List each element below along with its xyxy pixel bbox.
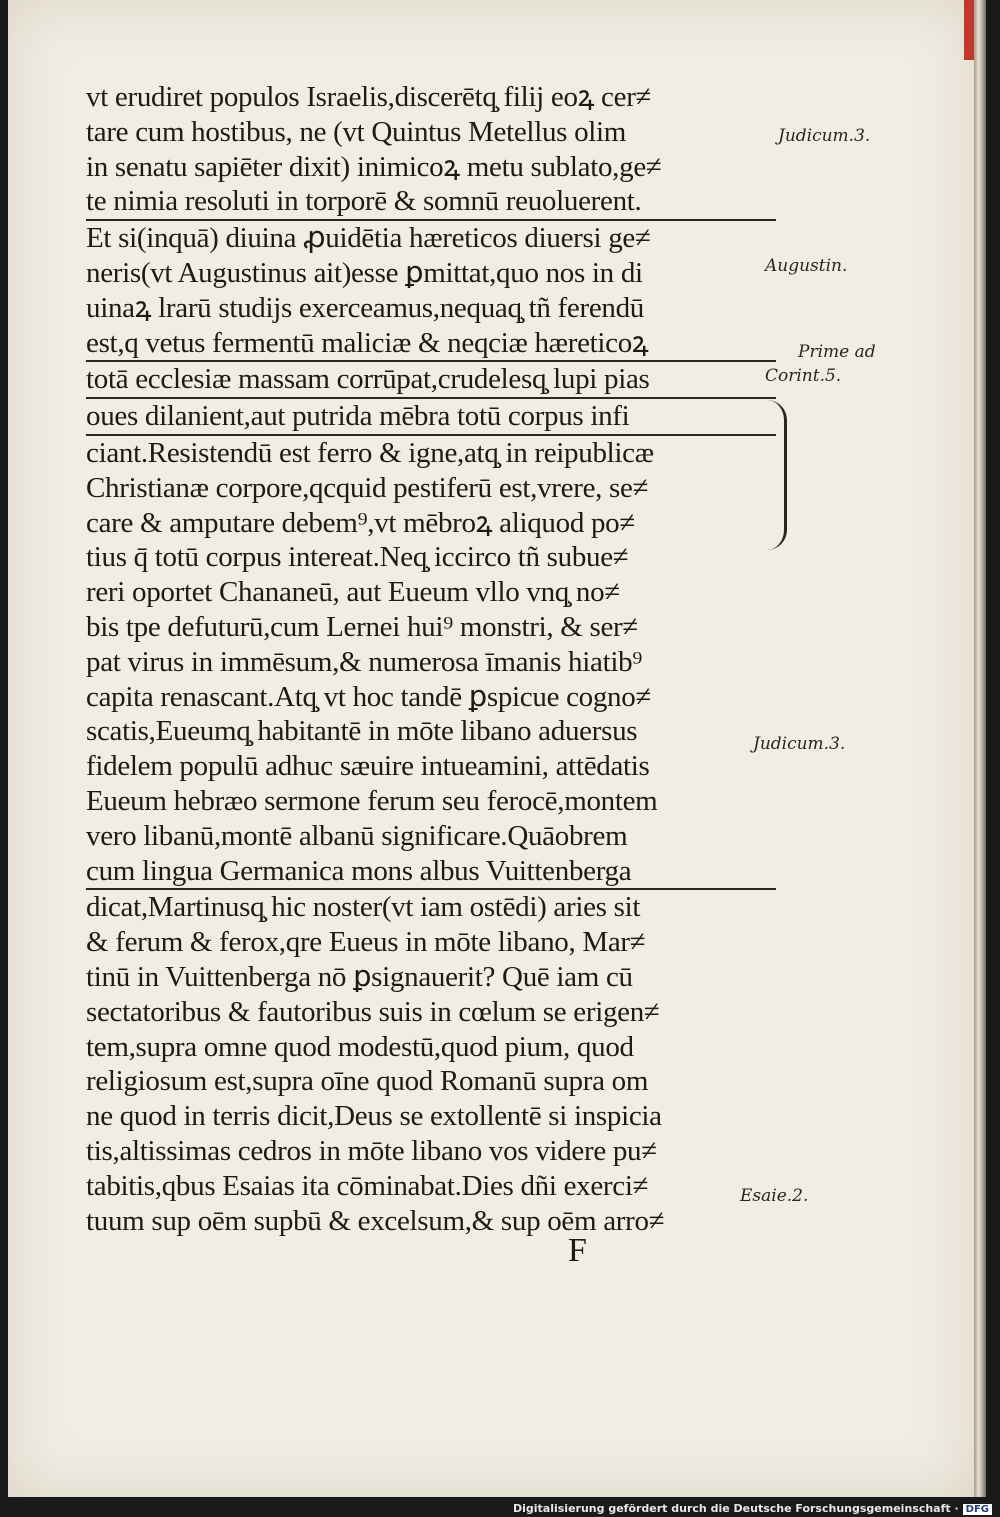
signature-mark: F: [568, 1232, 587, 1269]
text-line: vt erudiret populos Israelis,discerētq̧ filij eoꝝ cer≠: [86, 81, 652, 113]
text-line: te nimia resoluti in torporē & somnū reuoluerent.: [86, 184, 776, 221]
text-line: ciant.Resistendū est ferro & igne,atq̧ in reipublicæ: [86, 436, 654, 469]
margin-note: Prime ad: [798, 342, 876, 362]
digitization-credit: [513, 1502, 992, 1515]
text-line: religiosum est,supra oīne quod Romanū supra om: [86, 1065, 649, 1098]
text-line: pat virus in immēsum,& numerosa īmanis hiatib⁹: [86, 645, 643, 678]
margin-note: Esaie.2.: [740, 1186, 809, 1206]
text-line: fidelem populū adhuc sæuire intueamini, attēdatis: [86, 750, 650, 783]
text-line: in senatu sapiēter dixit) inimicoꝝ metu sublato,ge≠: [86, 150, 662, 183]
text-line: vero libanū,montē albanū significare.Quāobrem: [86, 819, 628, 852]
text-line: tinū in Vuittenberga nō ꝑsignauerit? Quē iam cū: [86, 960, 633, 993]
text-line: ne quod in terris dicit,Deus se extollentē si inspicia: [86, 1100, 662, 1133]
text-line: tis,altissimas cedros in mōte libano vos videre pu≠: [86, 1134, 657, 1167]
margin-note: Judicum.3.: [778, 126, 871, 146]
text-line: dicat,Martinusq̧ hic noster(vt iam ostēdi) aries sit: [86, 891, 641, 924]
margin-note: Augustin.: [765, 256, 848, 276]
text-line: totā ecclesiæ massam corrūpat,crudelesq̧ lupi pias: [86, 362, 776, 399]
text-line: cum lingua Germanica mons albus Vuittenberga: [86, 854, 776, 891]
text-line: tabitis,qbus Esaias ita cōminabat.Dies dñi exerci≠: [86, 1169, 649, 1202]
text-line: scatis,Eueumq̧ habitantē in mōte libano aduersus: [86, 715, 638, 748]
body-text: [86, 80, 776, 1238]
margin-note: Judicum.3.: [753, 734, 846, 754]
text-line: bis tpe defuturū,cum Lernei hui⁹ monstri, & ser≠: [86, 610, 639, 643]
text-line: tem,supra omne quod modestū,quod pium, quod: [86, 1030, 634, 1063]
handwritten-bracket: [760, 400, 787, 550]
text-line: est,q vetus fermentū maliciæ & neqciæ hæreticoꝝ: [86, 326, 776, 363]
text-line: capita renascant.Atq̧ vt hoc tandē ꝑspicue cogno≠: [86, 680, 652, 713]
page-tab-marker: [964, 0, 974, 60]
text-line: Eueum hebræo sermone ferum seu ferocē,montem: [86, 784, 658, 817]
text-line: tius q̄ totū corpus intereat.Neq̧ iccirco tñ subue≠: [86, 541, 629, 574]
page-edge: [974, 0, 986, 1497]
text-line: reri oportet Chananeū, aut Eueum vllo vnq̧ no≠: [86, 576, 620, 609]
text-line: care & amputare debem⁹,vt mēbroꝝ aliquod po≠: [86, 506, 635, 539]
text-line: tare cum hostibus, ne (vt Quintus Metellus olim: [86, 115, 627, 148]
text-line: oues dilanient,aut putrida mēbra totū corpus infi: [86, 399, 776, 436]
text-line: uinaꝝ lrarū studijs exerceamus,nequaq̧ tñ ferendū: [86, 291, 644, 324]
text-line: neris(vt Augustinus ait)esse ꝑmittat,quo nos in di: [86, 256, 643, 289]
margin-note: Corint.5.: [765, 366, 842, 386]
text-line: Christianæ corpore,qcquid pestiferū est,vrere, se≠: [86, 471, 649, 504]
text-line: sectatoribus & fautoribus suis in cœlum se erigen≠: [86, 995, 660, 1028]
text-line: tuum sup oēm supbū & excelsum,& sup oēm arro≠: [86, 1204, 665, 1237]
book-page: [8, 0, 974, 1497]
credit-text: Digitalisierung gefördert durch die Deutsche Forschungsgemeinschaft ·: [512, 1502, 959, 1515]
text-line: & ferum & ferox,qre Eueus in mōte libano, Mar≠: [86, 926, 646, 959]
dfg-logo: DFG: [963, 1504, 992, 1515]
text-line: Et si(inquā) diuina ꝓuidētia hæreticos diuersi ge≠: [86, 222, 651, 255]
